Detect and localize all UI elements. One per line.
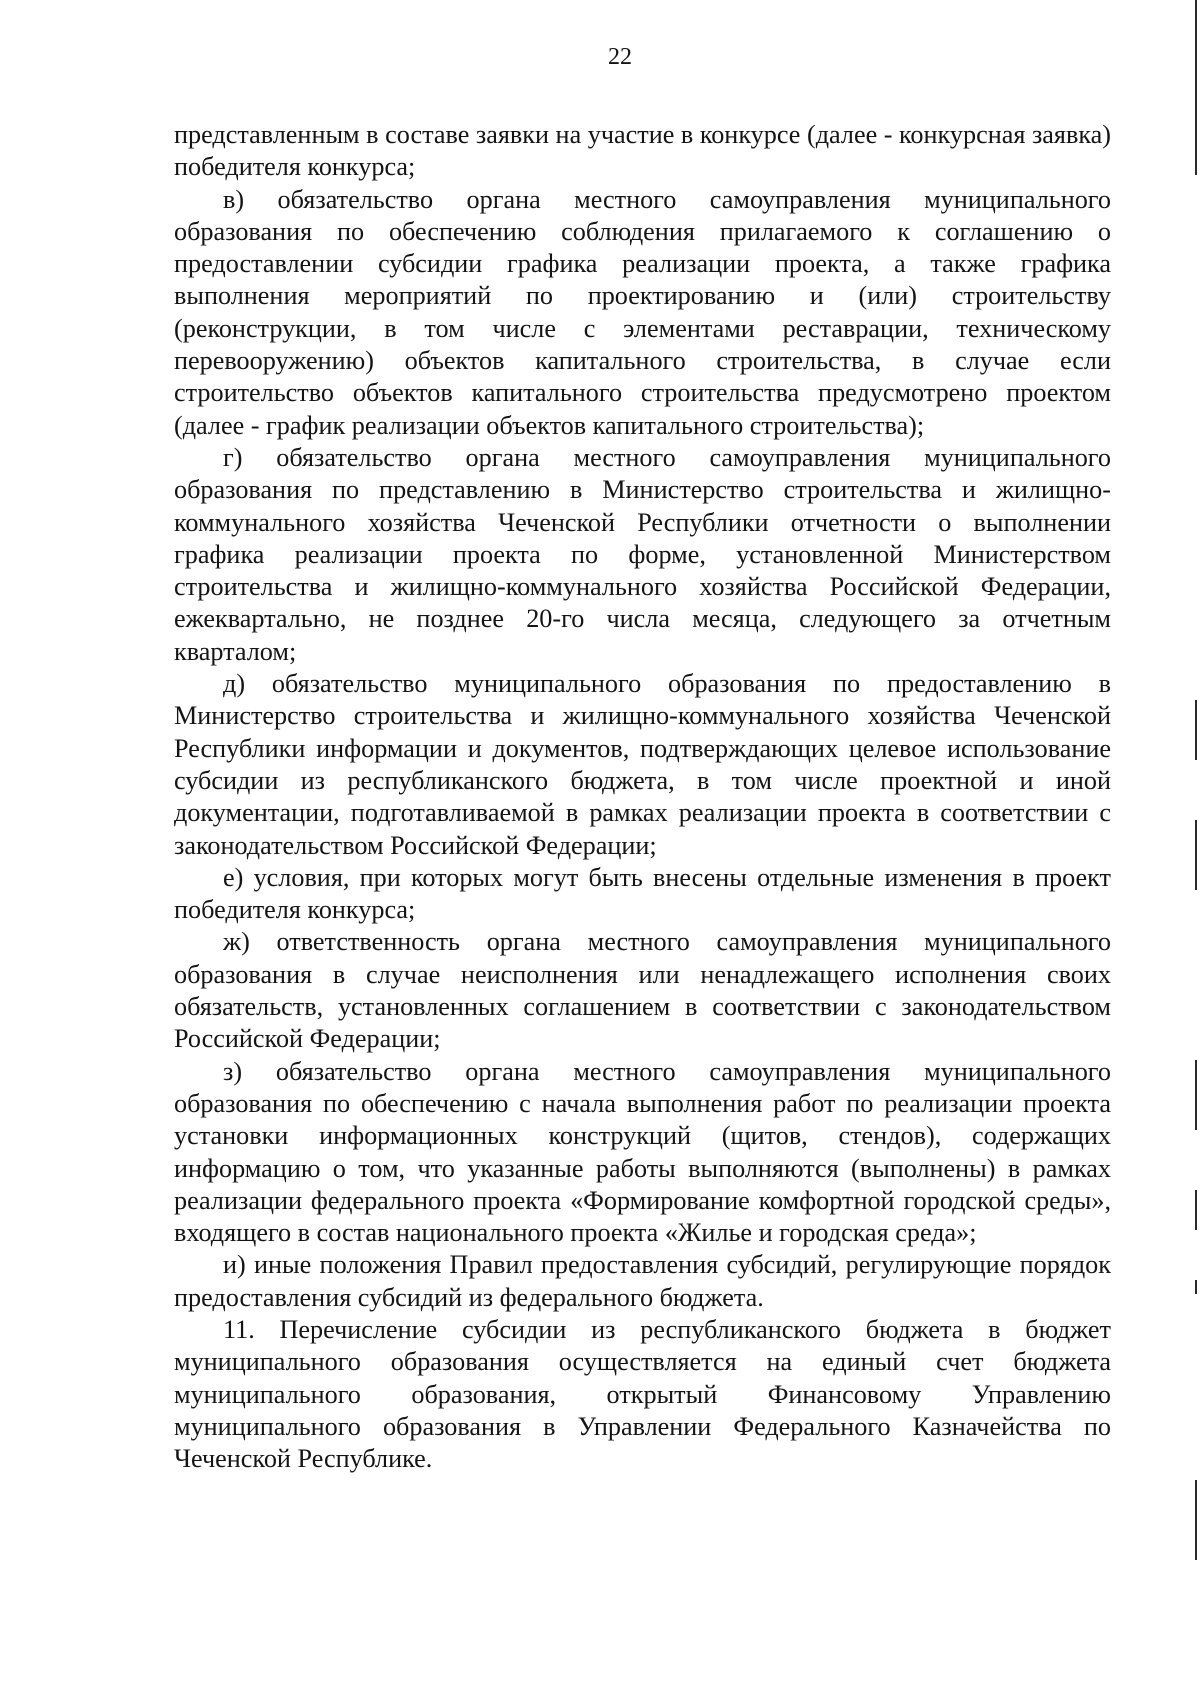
paragraph-item-d: д) обязательство муниципального образования по предоставлению в Министерство строительства и жилищно-коммунального хозяйства Чеченской Республики информации и документов, подтверждающих целевое использование субсидии из республиканского бюджета, в том числе проектной и иной документации, подготавливаемой в рамках реализации проекта в соответствии с законодательством Российской Федерации; [174, 669, 1111, 860]
scan-edge-marks [1192, 0, 1200, 1689]
scan-mark [1195, 1060, 1197, 1130]
paragraph-continuation: представленным в составе заявки на участие в конкурсе (далее - конкурсная заявка) победителя конкурса; [174, 120, 1111, 182]
paragraph-item-zh: ж) ответственность органа местного самоуправления муниципального образования в случае неисполнения или ненадлежащего исполнения своих обязательств, установленных соглашением в соответствии с законодательством Российской Федерации; [174, 927, 1111, 1054]
paragraph-section-11: 11. Перечисление субсидии из республиканского бюджета в бюджет муниципального образования осуществляется на единый счет бюджета муниципального образования, открытый Финансовому Управлению муниципального образования в Управлении Федерального Казначейства по Чеченской Республике. [174, 1314, 1111, 1474]
scan-mark [1195, 1280, 1197, 1294]
paragraph-item-i: и) иные положения Правил предоставления субсидий, регулирующие порядок предоставления субсидий из федерального бюджета. [174, 1250, 1111, 1312]
paragraph-item-z: з) обязательство органа местного самоуправления муниципального образования по обеспечению с начала выполнения работ по реализации проекта установки информационных конструкций (щитов, стендов), содержащих информацию о том, что указанные работы выполняются (выполнены) в рамках реализации федерального проекта «Формирование комфортной городской среды», входящего в состав национального проекта «Жилье и городская среда»; [174, 1056, 1111, 1248]
scan-mark [1195, 0, 1197, 175]
scan-mark [1195, 1480, 1197, 1560]
page-number: 22 [608, 44, 632, 70]
paragraph-item-g: г) обязательство органа местного самоуправления муниципального образования по представлению в Министерство строительства и жилищно-коммунального хозяйства Чеченской Республики отчетности о выполнении графика реализации проекта по форме, установленной Министерством строительства и жилищно-коммунального хозяйства Российской Федерации, ежеквартально, не позднее 20-го числа месяца, следующего за отчетным кварталом; [174, 442, 1111, 666]
scan-mark [1195, 1190, 1197, 1230]
paragraph-item-v: в) обязательство органа местного самоуправления муниципального образования по обеспечению соблюдения прилагаемого к соглашению о предоставлении субсидии графика реализации проекта, а также графика выполнения мероприятий по проектированию и (или) строительству (реконструкции, в том числе с элементами реставрации, техническому перевооружению) объектов капитального строительства, в случае если строительство объектов капитального строительства предусмотрено проектом (далее - график реализации объектов капитального строительства); [174, 184, 1111, 440]
document-body [174, 119, 1111, 1475]
scan-mark [1195, 820, 1197, 890]
scan-mark [1195, 700, 1197, 760]
paragraph-item-e: е) условия, при которых могут быть внесены отдельные изменения в проект победителя конкурса; [174, 862, 1111, 925]
